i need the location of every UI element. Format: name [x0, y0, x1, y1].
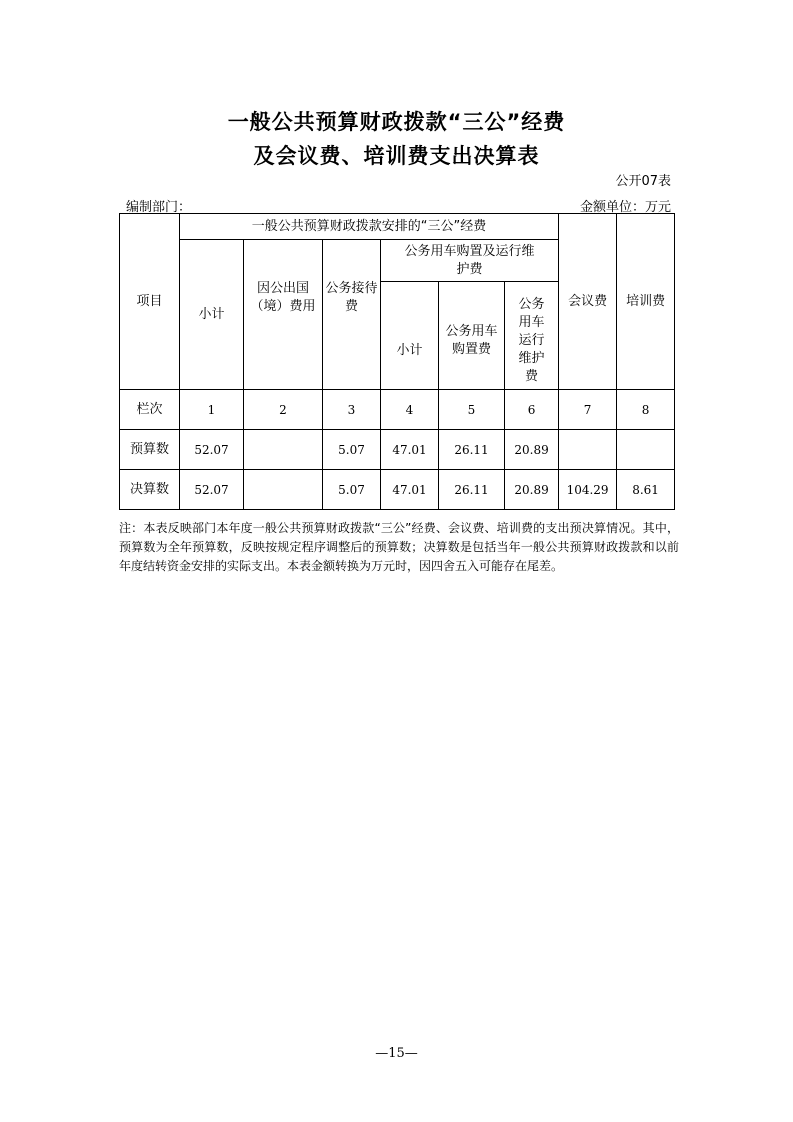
header-vehicle-purchase: 公务用车购置费	[439, 282, 505, 390]
unit-label: 金额单位：万元	[579, 200, 671, 215]
cell	[617, 430, 675, 470]
page-number: —15—	[375, 1046, 418, 1061]
document-title-line2: 及会议费、培训费支出决算表	[253, 144, 540, 168]
header-vehicle-operation: 公务用车运行维护费	[505, 282, 559, 390]
cell	[244, 470, 323, 510]
row-label-budget: 预算数	[120, 430, 180, 470]
header-training-fee: 培训费	[617, 214, 675, 390]
form-number: 公开07表	[615, 174, 671, 189]
header-vehicle-group: 公务用车购置及运行维护费	[381, 240, 559, 282]
header-vehicle-subtotal: 小计	[381, 282, 439, 390]
header-three-public-group: 一般公共预算财政拨款安排的“三公”经费	[180, 214, 559, 240]
cell: 52.07	[180, 470, 244, 510]
row-label-final-account: 决算数	[120, 470, 180, 510]
cell: 4	[381, 390, 439, 430]
cell: 47.01	[381, 430, 439, 470]
table-row	[120, 390, 675, 430]
cell: 3	[323, 390, 381, 430]
cell: 8	[617, 390, 675, 430]
cell	[559, 430, 617, 470]
expenditure-table	[119, 213, 675, 510]
cell: 5	[439, 390, 505, 430]
cell: 52.07	[180, 430, 244, 470]
cell: 26.11	[439, 470, 505, 510]
cell: 6	[505, 390, 559, 430]
department-label: 编制部门：	[126, 200, 192, 215]
header-subtotal: 小计	[180, 240, 244, 390]
cell: 7	[559, 390, 617, 430]
document-title-line1: 一般公共预算财政拨款“三公”经费	[227, 110, 566, 134]
cell: 1	[180, 390, 244, 430]
table-row	[120, 470, 675, 510]
cell: 26.11	[439, 430, 505, 470]
table-note: 注：本表反映部门本年度一般公共预算财政拨款“三公”经费、会议费、培训费的支出预决算情况。其中，预算数为全年预算数，反映按规定程序调整后的预算数；决算数是包括当年一般公共预算财政拨款和以前年度结转资金安排的实际支出。本表金额转换为万元时，因四舍五入可能存在尾差。	[119, 521, 679, 573]
header-item: 项目	[120, 214, 180, 390]
cell	[244, 430, 323, 470]
cell: 8.61	[617, 470, 675, 510]
cell: 20.89	[505, 430, 559, 470]
cell: 5.07	[323, 470, 381, 510]
cell: 47.01	[381, 470, 439, 510]
header-reception-fee: 公务接待费	[323, 240, 381, 390]
cell: 5.07	[323, 430, 381, 470]
header-meeting-fee: 会议费	[559, 214, 617, 390]
cell: 104.29	[559, 470, 617, 510]
table-row	[120, 430, 675, 470]
header-abroad-fee: 因公出国（境）费用	[244, 240, 323, 390]
cell: 20.89	[505, 470, 559, 510]
row-label-column-index: 栏次	[120, 390, 180, 430]
cell: 2	[244, 390, 323, 430]
